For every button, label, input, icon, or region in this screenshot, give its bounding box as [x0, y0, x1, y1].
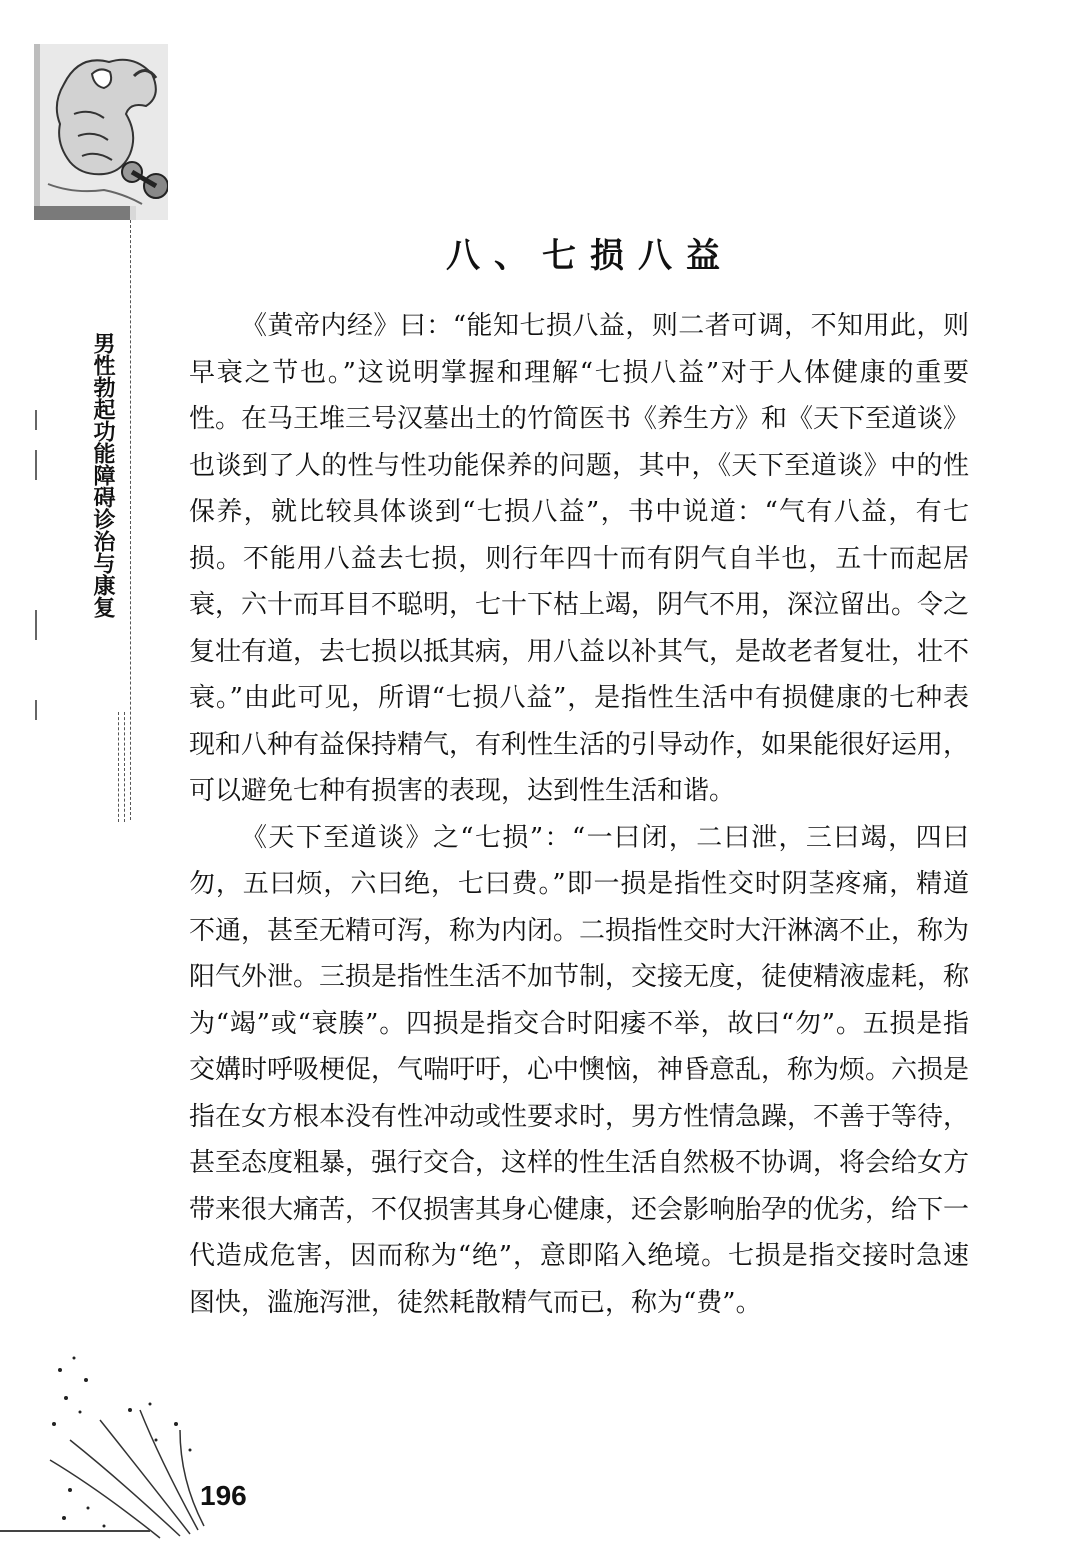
guide-line: [130, 220, 131, 820]
body-text: [189, 303, 969, 1326]
section-title: 八、七损八益: [446, 236, 734, 276]
page-number: 196: [200, 1480, 247, 1511]
sparkle-spray-illustration: [40, 1340, 220, 1540]
muscleman-dumbbell-illustration: [34, 44, 168, 220]
footer-rule: [0, 1530, 150, 1532]
header-rule-accent: [130, 206, 136, 220]
margin-ticks: [28, 410, 44, 730]
running-book-title: 男性勃起功能障碍诊治与康复: [90, 332, 115, 618]
guide-line: [118, 712, 119, 822]
header-rule: [34, 206, 130, 220]
paragraph: 《黄帝内经》曰：“能知七损八益，则二者可调，不知用此，则早衰之节也。”这说明掌握和理解“七损八益”对于人体健康的重要性。在马王堆三号汉墓出土的竹简医书《养生方》和《天下至道谈》也谈到了人的性与性功能保养的问题，其中，《天下至道谈》中的性保养，就比较具体谈到“七损八益”，书中说道：“气有八益，有七损。不能用八益去七损，则行年四十而有阴气自半也，五十而起居衰，六十而耳目不聪明，七十下枯上竭，阴气不用，深泣留出。令之复壮有道，去七损以抵其病，用八益以补其气，是故老者复壮，壮不衰。”由此可见，所谓“七损八益”，是指性生活中有损健康的七种表现和八种有益保持精气，有利性生活的引导动作，如果能很好运用，可以避免七种有损害的表现，达到性生活和谐。: [189, 311, 970, 806]
guide-line: [124, 712, 125, 822]
paragraph: 《天下至道谈》之“七损”：“一曰闭，二曰泄，三曰竭，四曰勿，五曰烦，六曰绝，七曰费。”即一损是指性交时阴茎疼痛，精道不通，甚至无精可泻，称为内闭。二损指性交时大汗淋漓不止，称为阳气外泄。三损是指性生活不加节制，交接无度，徒使精液虚耗，称为“竭”或“衰腠”。四损是指交合时阳痿不举，故曰“勿”。五损是指交媾时呼吸梗促，气喘吁吁，心中懊恼，神昏意乱，称为烦。六损是指在女方根本没有性冲动或性要求时，男方性情急躁，不善于等待，甚至态度粗暴，强行交合，这样的性生活自然极不协调，将会给女方带来很大痛苦，不仅损害其身心健康，还会影响胎孕的优劣，给下一代造成危害，因而称为“绝”，意即陷入绝境。七损是指交接时急速图快，滥施泻泄，徒然耗散精气而已，称为“费”。: [189, 822, 970, 1318]
